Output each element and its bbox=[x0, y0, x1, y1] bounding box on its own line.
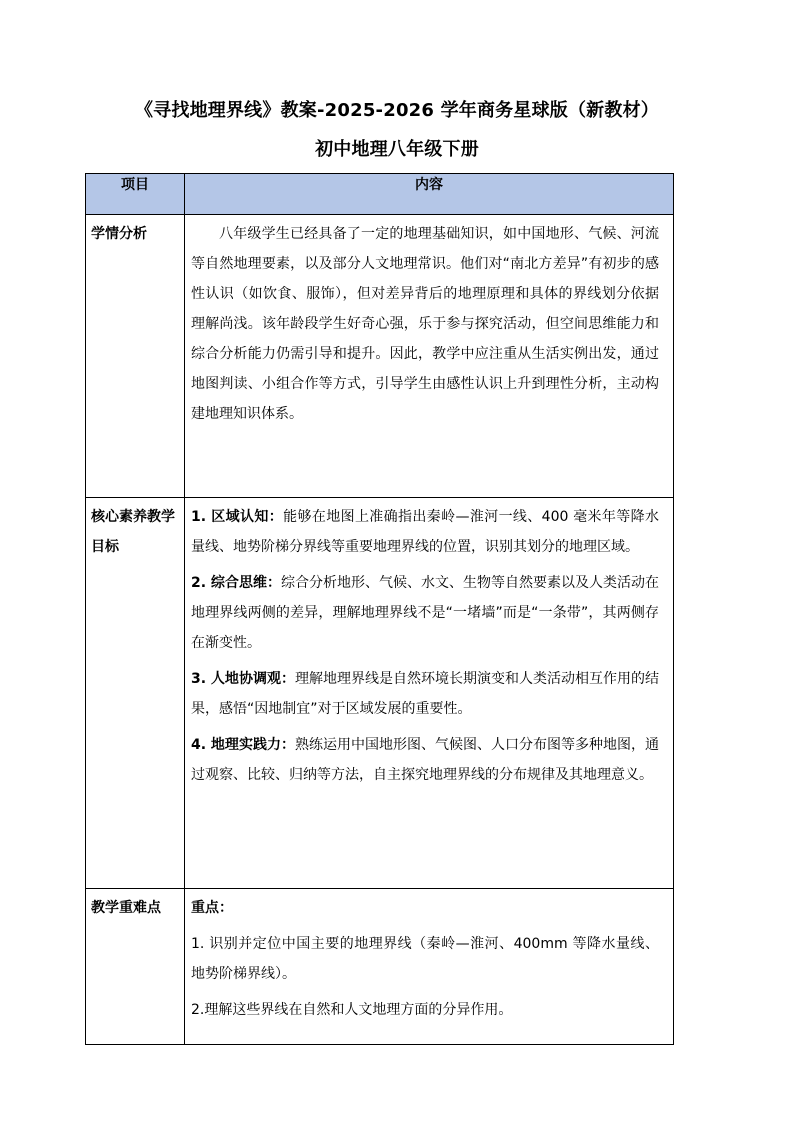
row-content bbox=[185, 215, 674, 498]
row-content bbox=[185, 498, 674, 889]
table-row bbox=[86, 215, 674, 498]
objective-item bbox=[191, 730, 659, 790]
objective-title: 1. 区域认知： bbox=[191, 509, 284, 525]
objective-item bbox=[191, 502, 659, 562]
objective-title: 4. 地理实践力： bbox=[191, 737, 295, 753]
objective-text: 能够在地图上准确指出秦岭—淮河一线、400 毫米年等降水量线、地势阶梯分界线等重要地理界线的位置，识别其划分的地理区域。 bbox=[191, 509, 660, 555]
objective-text: 综合分析地形、气候、水文、生物等自然要素以及人类活动在地理界线两侧的差异，理解地理界线不是“一堵墙”而是“一条带”，其两侧存在渐变性。 bbox=[191, 575, 660, 651]
learner-analysis-text: 八年级学生已经具备了一定的地理基础知识，如中国地形、气候、河流等自然地理要素，以及部分人文地理常识。他们对“南北方差异”有初步的感性认识（如饮食、服饰），但对差异背后的地理原理和具体的界线划分依据理解尚浅。该年龄段学生好奇心强，乐于参与探究活动，但空间思维能力和综合分析能力仍需引导和提升。因此，教学中应注重从生活实例出发，通过地图判读、小组合作等方式，引导学生由感性认识上升到理性分析，主动构建地理知识体系。 bbox=[191, 226, 659, 422]
table-row bbox=[86, 498, 674, 889]
key-point-item: 1. 识别并定位中国主要的地理界线（秦岭—淮河、400mm 等降水量线、地势阶梯界线）。 bbox=[191, 936, 659, 982]
objective-item bbox=[191, 664, 659, 724]
key-points-heading: 重点： bbox=[191, 900, 233, 916]
document-subtitle: 初中地理八年级下册 bbox=[315, 139, 479, 160]
key-point-item: 2.理解这些界线在自然和人文地理方面的分异作用。 bbox=[191, 1002, 513, 1018]
header-content: 内容 bbox=[185, 174, 674, 215]
objective-title: 2. 综合思维： bbox=[191, 575, 281, 591]
row-label: 教学重难点 bbox=[86, 889, 185, 1045]
row-content bbox=[185, 889, 674, 1045]
table-row bbox=[86, 889, 674, 1045]
objective-item bbox=[191, 568, 659, 658]
header-item: 项目 bbox=[86, 174, 185, 215]
objective-title: 3. 人地协调观： bbox=[191, 671, 295, 687]
row-label: 学情分析 bbox=[86, 215, 185, 498]
lesson-plan-table bbox=[85, 173, 674, 1045]
objective-text: 熟练运用中国地形图、气候图、人口分布图等多种地图，通过观察、比较、归纳等方法，自主探究地理界线的分布规律及其地理意义。 bbox=[191, 737, 660, 783]
objective-text: 理解地理界线是自然环境长期演变和人类活动相互作用的结果，感悟“因地制宜”对于区域发展的重要性。 bbox=[191, 671, 660, 717]
row-label: 核心素养教学目标 bbox=[86, 498, 185, 889]
document-title: 《寻找地理界线》教案-2025-2026 学年商务星球版（新教材） bbox=[134, 100, 659, 121]
table-header-row bbox=[86, 174, 674, 215]
